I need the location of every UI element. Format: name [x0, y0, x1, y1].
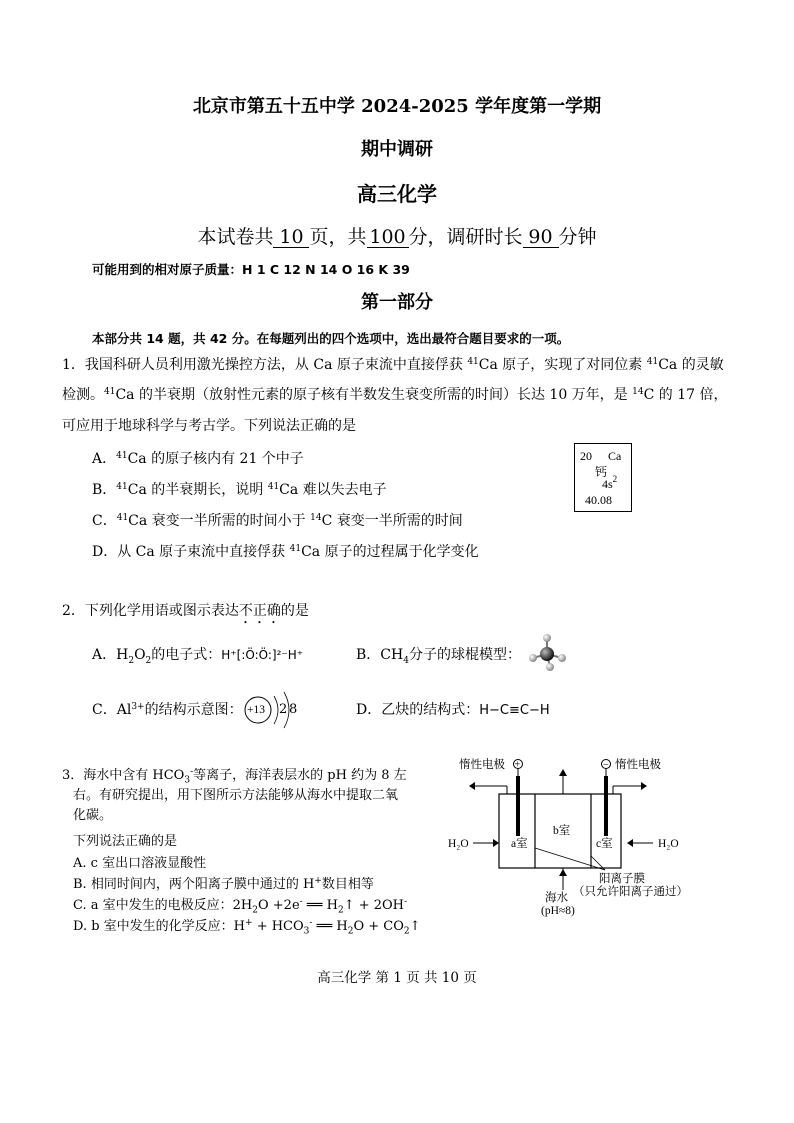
sub-2: 2 [403, 926, 410, 937]
q3-option-d [73, 918, 421, 941]
q3-question: 下列说法正确的是 [73, 834, 178, 849]
q2-stem [62, 602, 309, 627]
config-sup: 2 [612, 474, 618, 484]
sup-minus: - [299, 897, 303, 907]
al-charge: 3+ [131, 702, 145, 712]
q1-opt-b-text2: Ca 难以失去电子 [279, 482, 387, 498]
subject-title: 高三化学 [357, 182, 437, 206]
h2o-right-label: H₂O [658, 838, 679, 850]
q3-opt-d-e: ↑ [409, 919, 421, 934]
sup-41: 41 [267, 482, 280, 492]
opt-label: C． [92, 513, 117, 529]
q1-line1-c: Ca 的灵敏 [658, 357, 724, 373]
arrow-right-outlet-icon [641, 782, 647, 790]
q1-line2 [62, 386, 727, 404]
sub-2: 2 [252, 905, 258, 916]
q1-line3: 可应用于地球科学与考古学。下列说法正确的是 [62, 418, 356, 434]
q3-opt-b-b: 数目相等 [321, 877, 374, 892]
sup-41: 41 [116, 482, 128, 492]
q1-opt-a-text: Ca 的原子核内有 21 个中子 [127, 451, 304, 467]
membrane-label: 阳离子膜 [599, 873, 645, 885]
sup-plus: + [245, 918, 253, 928]
sub-2: 2 [347, 926, 354, 937]
sup-14: 14 [632, 387, 644, 397]
exam-name: 期中调研 [361, 139, 433, 160]
q1-opt-c-text2: C 衰变一半所需的时间 [321, 513, 463, 529]
q3-stem-line3: 化碳。 [73, 808, 113, 823]
q2-option-b [356, 646, 521, 670]
atomic-masses: 可能用到的相对原子质量：H 1 C 12 N 14 O 16 K 39 [92, 262, 410, 277]
seawater-ph-label: (pH≈8) [541, 905, 575, 917]
sub-2: 2 [128, 655, 135, 666]
opt-label: A． [92, 451, 117, 467]
plus-sign: + [514, 759, 521, 771]
arrow-h2o-right-icon [627, 839, 633, 847]
school-title: 北京市第五十五中学 2024-2025 学年度第一学期 [192, 96, 602, 117]
q1-line1-a: 1．我国科研人员利用激光操控方法，从 Ca 原子束流中直接俘获 [62, 357, 468, 373]
arrow-h2o-left-icon [493, 839, 499, 847]
q2-option-c [92, 701, 243, 719]
q3-opt-d-a: D. b 室中发生的化学反应：H [73, 919, 246, 934]
element-card-calcium [574, 443, 632, 512]
arrow-co2-outlet-icon [559, 769, 567, 776]
sup-41: 41 [116, 513, 129, 523]
q2-option-a: A．$H_2O_2$的电子式：H⁺[:Ö:Ö:]²⁻H⁺ [92, 647, 304, 666]
sup-minus: - [309, 918, 313, 928]
sup-41: 41 [116, 451, 128, 461]
right-electrode-label: 惰性电极 [615, 759, 661, 771]
h2o2-electron-formula: H⁺[:Ö:Ö:]²⁻H⁺ [221, 648, 304, 662]
h2o-left-label: H₂O [448, 838, 469, 850]
q3-opt-c-c: ══ H [302, 898, 338, 913]
q2-opt-c-text: 的结构示意图： [144, 702, 243, 718]
q1-line1-b: Ca 原子，实现了对同位素 [478, 357, 647, 373]
q3-opt-d-b: + HCO [252, 919, 304, 934]
page-footer: 高三化学 第 1 页 共 10 页 [317, 970, 477, 986]
q1-line2-c: C 的 17 倍， [643, 387, 728, 403]
acetylene-formula: H−C≡C−H [479, 703, 550, 718]
room-a-label: a室 [511, 838, 528, 850]
element-symbol: Ca [608, 449, 622, 463]
minus-sign: − [603, 759, 609, 771]
q2-opt-a-text: 的电子式： [151, 647, 222, 663]
q1-option-b [92, 481, 387, 499]
q2-opt-b-text: 分子的球棍模型： [408, 647, 521, 663]
al-nucleus-charge: +13 [247, 704, 265, 716]
sup-14: 14 [310, 513, 322, 523]
q1-line2-b: Ca 的半衰期（放射性元素的原子核有半数发生衰变所需的时间）长达 10 万年，是 [115, 387, 633, 403]
sub-3: 3 [303, 926, 310, 937]
sub-3: 3 [184, 775, 191, 786]
info-minutes: 90 [523, 228, 559, 248]
info-score: 100 [367, 228, 409, 248]
q3-stem1-b: 等离子，海洋表层水的 pH 约为 8 左 [193, 768, 407, 783]
q1-opt-b-text1: Ca 的半衰期长，说明 [127, 482, 268, 498]
q1-line1 [62, 356, 724, 374]
info-text-1: 本试卷共 [197, 226, 274, 248]
right-electrode [604, 776, 608, 836]
arrow-seawater-icon [559, 869, 567, 876]
room-c-label: c室 [596, 838, 613, 850]
q3-opt-c-b: O +2e [257, 898, 300, 913]
al-shell-2: 8 [289, 702, 298, 717]
q3-option-c [73, 897, 407, 920]
sup-plus: + [314, 876, 322, 886]
part1-instruction: 本部分共 14 题，共 42 分。在每题列出的四个选项中，选出最符合题目要求的一项。 [92, 331, 570, 346]
sub-2: 2 [337, 905, 344, 916]
info-pages: 10 [273, 228, 309, 248]
sup-minus: - [404, 897, 408, 907]
q3-opt-c-a: C. a 室中发生的电极反应：2H [73, 898, 253, 913]
info-text-3: 分，调研时长 [408, 226, 523, 248]
q2-opt-a-label: A．H [92, 647, 129, 663]
sup-41: 41 [646, 357, 659, 367]
q3-opt-b-a: B. 相同时间内，两个阳离子膜中通过的 H [73, 877, 315, 892]
ch4-ball-stick-model [526, 632, 572, 672]
q2-opt-c-label: C．Al [92, 702, 132, 718]
q3-option-a: A. c 室出口溶液显酸性 [73, 856, 207, 871]
q3-stem-line2: 右。有研究提出，用下图所示方法能够从海水中提取二氧 [73, 788, 399, 803]
q2-stem-b: 的是 [280, 603, 309, 619]
element-number: 20 [580, 449, 592, 463]
q1-opt-d-text2: Ca 原子的过程属于化学变化 [301, 544, 479, 560]
info-text-2: 页，共 [309, 226, 367, 248]
sub-4: 4 [403, 655, 409, 666]
config-text: 4s [602, 477, 613, 491]
q2-option-d [356, 701, 550, 720]
q1-option-c [92, 512, 463, 530]
q2-stem-a: 2．下列化学用语或图示表达 [62, 603, 239, 619]
sup-41: 41 [467, 357, 479, 367]
q2-opt-d-text: D．乙炔的结构式： [356, 702, 480, 718]
membrane-note: （只允许阳离子通过） [573, 886, 688, 898]
q3-opt-c-d: ↑ + 2OH [343, 898, 405, 913]
left-electrode [516, 776, 520, 836]
arrow-left-outlet-icon [469, 782, 475, 790]
left-electrode-label: 惰性电极 [459, 759, 505, 771]
element-config [602, 474, 618, 492]
q1-line2-a: 检测。 [62, 387, 104, 403]
q1-option-a [92, 450, 304, 468]
room-b-label: b室 [553, 825, 571, 837]
part1-title: 第一部分 [361, 292, 433, 313]
q1-opt-c-text1: Ca 衰变一半所需的时间小于 [128, 513, 311, 529]
exam-info [0, 222, 794, 249]
element-name: 钙 [595, 465, 608, 479]
q3-opt-d-d: O + CO [353, 919, 404, 934]
q2-opt-b-label: B．CH [356, 647, 404, 663]
element-mass: 40.08 [585, 493, 612, 507]
q1-option-d [92, 543, 479, 561]
q3-option-b [73, 876, 374, 893]
sup-minus: - [190, 767, 194, 777]
al-shell-1: 2 [279, 702, 288, 717]
sup-41: 41 [104, 387, 116, 397]
q1-opt-d-text1: D．从 Ca 原子束流中直接俘获 [92, 544, 290, 560]
seawater-label: 海水 [545, 892, 568, 904]
opt-label: B． [92, 482, 117, 498]
q3-opt-d-c: ══ H [312, 919, 348, 934]
q3-stem1: 3．海水中含有 HCO [62, 768, 185, 783]
info-text-4: 分钟 [558, 226, 597, 248]
electrolysis-cell-diagram [445, 758, 710, 918]
q2-stem-negation: 不正确 [238, 603, 281, 619]
sub-2: 2 [145, 655, 152, 666]
sup-41: 41 [289, 544, 302, 554]
